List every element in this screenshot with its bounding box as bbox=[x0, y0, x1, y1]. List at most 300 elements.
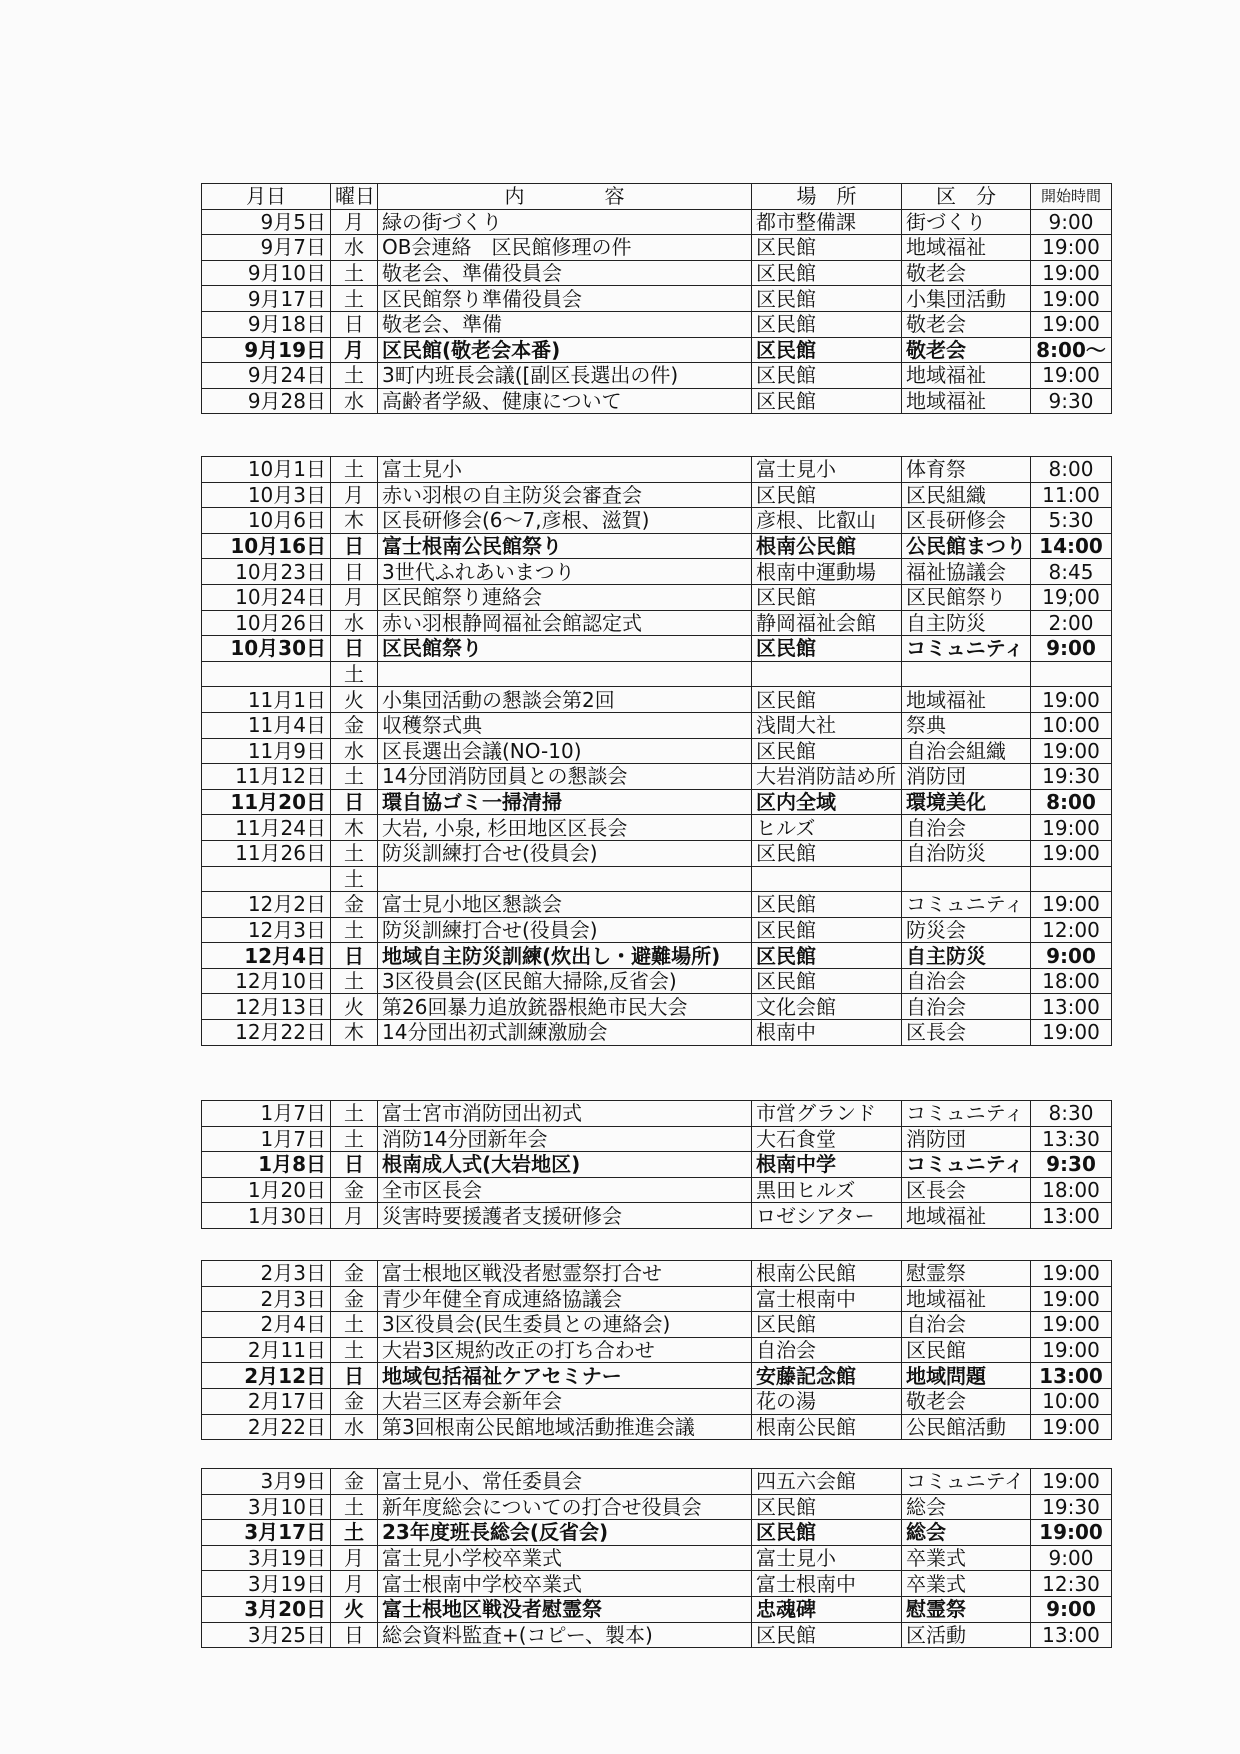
cell-category: 消防団 bbox=[902, 1126, 1031, 1152]
cell-time: 19:00 bbox=[1031, 1020, 1112, 1046]
cell-date bbox=[202, 866, 331, 892]
cell-place: 区民館 bbox=[752, 917, 902, 943]
cell-category: コミュニテイ bbox=[902, 1469, 1031, 1495]
table-row bbox=[202, 917, 1112, 943]
header-date: 月日 bbox=[202, 184, 331, 210]
cell-category: 敬老会 bbox=[902, 311, 1031, 337]
cell-day: 土 bbox=[331, 840, 378, 866]
header-place: 場 所 bbox=[752, 184, 902, 210]
table-row bbox=[202, 1126, 1112, 1152]
table-row bbox=[202, 1152, 1112, 1178]
cell-category: 福祉協議会 bbox=[902, 559, 1031, 585]
cell-content: 3区役員会(区民館大掃除,反省会) bbox=[378, 968, 752, 994]
cell-content: 14分団出初式訓練激励会 bbox=[378, 1020, 752, 1046]
cell-day: 土 bbox=[331, 363, 378, 389]
cell-day: 日 bbox=[331, 1363, 378, 1389]
header-day: 曜日 bbox=[331, 184, 378, 210]
table-row bbox=[202, 1203, 1112, 1229]
cell-content: 区民館祭り連絡会 bbox=[378, 584, 752, 610]
cell-date: 2月3日 bbox=[202, 1261, 331, 1287]
cell-category: 地域問題 bbox=[902, 1363, 1031, 1389]
cell-category: 地域福祉 bbox=[902, 1286, 1031, 1312]
cell-category: 公民館まつり bbox=[902, 533, 1031, 559]
cell-category: 慰霊祭 bbox=[902, 1261, 1031, 1287]
cell-date: 10月26日 bbox=[202, 610, 331, 636]
schedule-table-block-4 bbox=[201, 1260, 1112, 1440]
cell-category: 自治会 bbox=[902, 968, 1031, 994]
table-row bbox=[202, 1596, 1112, 1622]
table-row bbox=[202, 636, 1112, 662]
cell-category bbox=[902, 866, 1031, 892]
cell-date: 1月7日 bbox=[202, 1126, 331, 1152]
cell-category: 卒業式 bbox=[902, 1571, 1031, 1597]
schedule-table-block-3 bbox=[201, 1100, 1112, 1229]
cell-day: 土 bbox=[331, 260, 378, 286]
cell-content: 区長選出会議(NO-10) bbox=[378, 738, 752, 764]
cell-category: コミュニティ bbox=[902, 892, 1031, 918]
cell-date: 1月30日 bbox=[202, 1203, 331, 1229]
cell-place: 市営グランド bbox=[752, 1101, 902, 1127]
cell-category: 地域福祉 bbox=[902, 235, 1031, 261]
cell-time: 19:00 bbox=[1031, 260, 1112, 286]
table-row bbox=[202, 286, 1112, 312]
cell-place: 区民館 bbox=[752, 738, 902, 764]
table-row bbox=[202, 1286, 1112, 1312]
cell-date: 2月22日 bbox=[202, 1414, 331, 1440]
cell-content: 富士根南公民館祭り bbox=[378, 533, 752, 559]
cell-category: 区民館 bbox=[902, 1337, 1031, 1363]
cell-content: 全市区長会 bbox=[378, 1177, 752, 1203]
cell-day: 日 bbox=[331, 943, 378, 969]
cell-content: OB会連絡 区民館修理の件 bbox=[378, 235, 752, 261]
cell-content: 3世代ふれあいまつり bbox=[378, 559, 752, 585]
cell-time: 8:00 bbox=[1031, 457, 1112, 483]
cell-category: 防災会 bbox=[902, 917, 1031, 943]
cell-time: 19:30 bbox=[1031, 1494, 1112, 1520]
cell-day: 火 bbox=[331, 1596, 378, 1622]
cell-time: 10:00 bbox=[1031, 712, 1112, 738]
cell-content: 大岩, 小泉, 杉田地区区長会 bbox=[378, 815, 752, 841]
cell-place: 区民館 bbox=[752, 235, 902, 261]
cell-place: ロゼシアター bbox=[752, 1203, 902, 1229]
cell-place: 根南公民館 bbox=[752, 533, 902, 559]
cell-time: 13:00 bbox=[1031, 994, 1112, 1020]
cell-time bbox=[1031, 866, 1112, 892]
cell-day: 水 bbox=[331, 1414, 378, 1440]
table-row bbox=[202, 363, 1112, 389]
cell-time: 11:00 bbox=[1031, 482, 1112, 508]
cell-day: 土 bbox=[331, 1337, 378, 1363]
cell-category bbox=[902, 661, 1031, 687]
cell-time: 19:00 bbox=[1031, 1337, 1112, 1363]
table-row bbox=[202, 1545, 1112, 1571]
cell-category: 区長会 bbox=[902, 1020, 1031, 1046]
table-row bbox=[202, 1494, 1112, 1520]
cell-day: 木 bbox=[331, 508, 378, 534]
cell-date: 12月3日 bbox=[202, 917, 331, 943]
cell-date: 9月5日 bbox=[202, 209, 331, 235]
cell-day: 土 bbox=[331, 866, 378, 892]
cell-place bbox=[752, 866, 902, 892]
cell-time: 8:45 bbox=[1031, 559, 1112, 585]
cell-date: 1月8日 bbox=[202, 1152, 331, 1178]
cell-category: 公民館活動 bbox=[902, 1414, 1031, 1440]
cell-content: 区民館(敬老会本番) bbox=[378, 337, 752, 363]
cell-category: 卒業式 bbox=[902, 1545, 1031, 1571]
cell-category: 区活動 bbox=[902, 1622, 1031, 1648]
cell-time: 19;00 bbox=[1031, 584, 1112, 610]
cell-content: 区民館祭り準備役員会 bbox=[378, 286, 752, 312]
cell-content: 赤い羽根静岡福祉会館認定式 bbox=[378, 610, 752, 636]
table-row bbox=[202, 687, 1112, 713]
table-row bbox=[202, 235, 1112, 261]
cell-place: 根南中運動場 bbox=[752, 559, 902, 585]
cell-date: 11月20日 bbox=[202, 789, 331, 815]
cell-place: 富士根南中 bbox=[752, 1571, 902, 1597]
cell-time: 19:00 bbox=[1031, 840, 1112, 866]
cell-content: 地域自主防災訓練(炊出し・避難場所) bbox=[378, 943, 752, 969]
cell-place: 静岡福祉会館 bbox=[752, 610, 902, 636]
cell-place: 区民館 bbox=[752, 1494, 902, 1520]
table-row bbox=[202, 738, 1112, 764]
cell-content: 富士根地区戦没者慰霊祭 bbox=[378, 1596, 752, 1622]
cell-date: 9月28日 bbox=[202, 388, 331, 414]
cell-content: 区民館祭り bbox=[378, 636, 752, 662]
cell-day: 水 bbox=[331, 610, 378, 636]
cell-time: 19:00 bbox=[1031, 1286, 1112, 1312]
cell-category: コミュニティ bbox=[902, 1101, 1031, 1127]
cell-time: 19:00 bbox=[1031, 1312, 1112, 1338]
cell-date bbox=[202, 661, 331, 687]
cell-content: 敬老会、準備 bbox=[378, 311, 752, 337]
cell-day: 月 bbox=[331, 1203, 378, 1229]
cell-date: 11月9日 bbox=[202, 738, 331, 764]
cell-content: 緑の街づくり bbox=[378, 209, 752, 235]
cell-day: 土 bbox=[331, 1126, 378, 1152]
cell-day: 木 bbox=[331, 1020, 378, 1046]
cell-time: 19:00 bbox=[1031, 815, 1112, 841]
cell-day: 金 bbox=[331, 1469, 378, 1495]
cell-place: 区民館 bbox=[752, 943, 902, 969]
cell-date: 3月19日 bbox=[202, 1571, 331, 1597]
cell-time: 13:30 bbox=[1031, 1126, 1112, 1152]
cell-day: 土 bbox=[331, 1101, 378, 1127]
cell-date: 9月10日 bbox=[202, 260, 331, 286]
cell-place: 浅間大社 bbox=[752, 712, 902, 738]
cell-time: 18:00 bbox=[1031, 968, 1112, 994]
cell-content: 富士見小、常任委員会 bbox=[378, 1469, 752, 1495]
cell-time: 13:00 bbox=[1031, 1363, 1112, 1389]
cell-day: 金 bbox=[331, 1177, 378, 1203]
cell-place: 区民館 bbox=[752, 968, 902, 994]
cell-date: 11月12日 bbox=[202, 764, 331, 790]
cell-content: 高齢者学級、健康について bbox=[378, 388, 752, 414]
cell-time: 13:00 bbox=[1031, 1622, 1112, 1648]
cell-content bbox=[378, 866, 752, 892]
schedule-table-block-1 bbox=[201, 183, 1112, 414]
cell-date: 3月25日 bbox=[202, 1622, 331, 1648]
cell-category: 敬老会 bbox=[902, 1388, 1031, 1414]
cell-day: 金 bbox=[331, 892, 378, 918]
cell-day: 火 bbox=[331, 994, 378, 1020]
cell-time: 19:00 bbox=[1031, 286, 1112, 312]
cell-date: 12月2日 bbox=[202, 892, 331, 918]
cell-time: 9:00 bbox=[1031, 943, 1112, 969]
cell-place: 区民館 bbox=[752, 1520, 902, 1546]
cell-date: 9月24日 bbox=[202, 363, 331, 389]
cell-place: 区民館 bbox=[752, 584, 902, 610]
cell-place: 区内全域 bbox=[752, 789, 902, 815]
cell-day: 日 bbox=[331, 636, 378, 662]
cell-time: 13:00 bbox=[1031, 1203, 1112, 1229]
cell-category: 総会 bbox=[902, 1494, 1031, 1520]
cell-day: 日 bbox=[331, 533, 378, 559]
cell-category: 総会 bbox=[902, 1520, 1031, 1546]
cell-day: 日 bbox=[331, 311, 378, 337]
cell-day: 月 bbox=[331, 337, 378, 363]
cell-place: 富士根南中 bbox=[752, 1286, 902, 1312]
table-row bbox=[202, 457, 1112, 483]
table-row bbox=[202, 764, 1112, 790]
cell-category: 区長会 bbox=[902, 1177, 1031, 1203]
cell-date: 2月17日 bbox=[202, 1388, 331, 1414]
cell-date: 10月30日 bbox=[202, 636, 331, 662]
table-row bbox=[202, 1337, 1112, 1363]
cell-time: 19:00 bbox=[1031, 1414, 1112, 1440]
cell-day: 月 bbox=[331, 482, 378, 508]
cell-content: 環自協ゴミ一掃清掃 bbox=[378, 789, 752, 815]
cell-place: 区民館 bbox=[752, 260, 902, 286]
cell-date: 10月6日 bbox=[202, 508, 331, 534]
cell-place: 区民館 bbox=[752, 363, 902, 389]
cell-content: 防災訓練打合せ(役員会) bbox=[378, 840, 752, 866]
cell-category: コミュニティ bbox=[902, 1152, 1031, 1178]
cell-content: 消防14分団新年会 bbox=[378, 1126, 752, 1152]
cell-date: 3月17日 bbox=[202, 1520, 331, 1546]
cell-day: 土 bbox=[331, 764, 378, 790]
cell-category: 敬老会 bbox=[902, 337, 1031, 363]
cell-day: 土 bbox=[331, 286, 378, 312]
cell-content: 総会資料監査+(コピー、製本) bbox=[378, 1622, 752, 1648]
cell-content bbox=[378, 661, 752, 687]
cell-category: 体育祭 bbox=[902, 457, 1031, 483]
cell-time: 9:00 bbox=[1031, 209, 1112, 235]
cell-date: 11月24日 bbox=[202, 815, 331, 841]
cell-category: 自治防災 bbox=[902, 840, 1031, 866]
cell-day: 月 bbox=[331, 584, 378, 610]
cell-date: 10月16日 bbox=[202, 533, 331, 559]
table-row bbox=[202, 311, 1112, 337]
cell-date: 2月12日 bbox=[202, 1363, 331, 1389]
cell-date: 1月20日 bbox=[202, 1177, 331, 1203]
cell-date: 9月7日 bbox=[202, 235, 331, 261]
cell-time: 12:30 bbox=[1031, 1571, 1112, 1597]
cell-day: 木 bbox=[331, 815, 378, 841]
cell-category: 消防団 bbox=[902, 764, 1031, 790]
cell-date: 2月3日 bbox=[202, 1286, 331, 1312]
cell-date: 11月1日 bbox=[202, 687, 331, 713]
table-row bbox=[202, 1020, 1112, 1046]
cell-place: 根南公民館 bbox=[752, 1261, 902, 1287]
header-content: 内 容 bbox=[378, 184, 752, 210]
cell-date: 12月4日 bbox=[202, 943, 331, 969]
cell-category: 地域福祉 bbox=[902, 687, 1031, 713]
cell-time: 10:00 bbox=[1031, 1388, 1112, 1414]
cell-date: 2月11日 bbox=[202, 1337, 331, 1363]
cell-content: 第26回暴力追放銃器根絶市民大会 bbox=[378, 994, 752, 1020]
cell-content: 災害時要援護者支援研修会 bbox=[378, 1203, 752, 1229]
cell-category: 祭典 bbox=[902, 712, 1031, 738]
cell-day: 火 bbox=[331, 687, 378, 713]
cell-category: 自治会 bbox=[902, 815, 1031, 841]
cell-place: 黒田ヒルズ bbox=[752, 1177, 902, 1203]
table-row bbox=[202, 610, 1112, 636]
cell-category: コミュニティ bbox=[902, 636, 1031, 662]
table-row bbox=[202, 1388, 1112, 1414]
cell-day: 土 bbox=[331, 1494, 378, 1520]
cell-content: 区長研修会(6～7,彦根、滋賀) bbox=[378, 508, 752, 534]
table-row bbox=[202, 1312, 1112, 1338]
table-row bbox=[202, 482, 1112, 508]
cell-time: 19:00 bbox=[1031, 1469, 1112, 1495]
cell-day: 日 bbox=[331, 1622, 378, 1648]
table-row bbox=[202, 1261, 1112, 1287]
cell-date: 10月23日 bbox=[202, 559, 331, 585]
table-row bbox=[202, 533, 1112, 559]
cell-day: 土 bbox=[331, 661, 378, 687]
cell-day: 月 bbox=[331, 1545, 378, 1571]
cell-place: 大岩消防詰め所 bbox=[752, 764, 902, 790]
cell-date: 10月3日 bbox=[202, 482, 331, 508]
cell-date: 3月9日 bbox=[202, 1469, 331, 1495]
cell-place: 区民館 bbox=[752, 687, 902, 713]
cell-content: 大岩3区規約改正の打ち合わせ bbox=[378, 1337, 752, 1363]
table-row bbox=[202, 337, 1112, 363]
cell-time: 19:30 bbox=[1031, 764, 1112, 790]
table-row bbox=[202, 840, 1112, 866]
cell-date: 3月20日 bbox=[202, 1596, 331, 1622]
cell-date: 10月24日 bbox=[202, 584, 331, 610]
cell-place: 大石食堂 bbox=[752, 1126, 902, 1152]
cell-place: 文化会館 bbox=[752, 994, 902, 1020]
cell-category: 自主防災 bbox=[902, 943, 1031, 969]
cell-time: 19:00 bbox=[1031, 363, 1112, 389]
cell-day: 土 bbox=[331, 917, 378, 943]
cell-date: 11月4日 bbox=[202, 712, 331, 738]
cell-content: 富士見小地区懇談会 bbox=[378, 892, 752, 918]
cell-date: 12月10日 bbox=[202, 968, 331, 994]
cell-time: 12:00 bbox=[1031, 917, 1112, 943]
cell-time: 19:00 bbox=[1031, 1261, 1112, 1287]
cell-content: 地域包括福祉ケアセミナー bbox=[378, 1363, 752, 1389]
cell-place: 根南公民館 bbox=[752, 1414, 902, 1440]
cell-day: 土 bbox=[331, 457, 378, 483]
cell-content: 富士見小学校卒業式 bbox=[378, 1545, 752, 1571]
cell-place: 区民館 bbox=[752, 311, 902, 337]
cell-day: 土 bbox=[331, 1520, 378, 1546]
schedule-table-block-2 bbox=[201, 456, 1112, 1046]
cell-place: 四五六会館 bbox=[752, 1469, 902, 1495]
schedule-table-block-5 bbox=[201, 1468, 1112, 1648]
cell-content: 14分団消防団員との懇談会 bbox=[378, 764, 752, 790]
table-row bbox=[202, 559, 1112, 585]
cell-day: 金 bbox=[331, 1388, 378, 1414]
header-time: 開始時間 bbox=[1031, 184, 1112, 210]
table-row bbox=[202, 1469, 1112, 1495]
cell-time: 9:00 bbox=[1031, 1596, 1112, 1622]
cell-day: 水 bbox=[331, 388, 378, 414]
table-row bbox=[202, 943, 1112, 969]
cell-category: 小集団活動 bbox=[902, 286, 1031, 312]
cell-place: ヒルズ bbox=[752, 815, 902, 841]
cell-place: 自治会 bbox=[752, 1337, 902, 1363]
table-row bbox=[202, 1520, 1112, 1546]
table-row bbox=[202, 1363, 1112, 1389]
cell-category: 自治会組織 bbox=[902, 738, 1031, 764]
table-row bbox=[202, 1622, 1112, 1648]
cell-place: 区民館 bbox=[752, 892, 902, 918]
cell-place: 区民館 bbox=[752, 1622, 902, 1648]
header-row bbox=[202, 184, 1112, 210]
cell-place: 根南中 bbox=[752, 1020, 902, 1046]
cell-date: 1月7日 bbox=[202, 1101, 331, 1127]
cell-day: 金 bbox=[331, 1286, 378, 1312]
cell-time: 8:00～ bbox=[1031, 337, 1112, 363]
table-row bbox=[202, 1571, 1112, 1597]
table-row bbox=[202, 388, 1112, 414]
table-row bbox=[202, 260, 1112, 286]
table-row bbox=[202, 866, 1112, 892]
cell-place: 区民館 bbox=[752, 286, 902, 312]
table-row bbox=[202, 815, 1112, 841]
cell-category: 慰霊祭 bbox=[902, 1596, 1031, 1622]
table-row bbox=[202, 968, 1112, 994]
cell-day: 水 bbox=[331, 235, 378, 261]
cell-day: 日 bbox=[331, 1152, 378, 1178]
cell-time: 14:00 bbox=[1031, 533, 1112, 559]
cell-category: 環境美化 bbox=[902, 789, 1031, 815]
cell-date: 10月1日 bbox=[202, 457, 331, 483]
cell-content: 第3回根南公民館地域活動推進会議 bbox=[378, 1414, 752, 1440]
table-row bbox=[202, 892, 1112, 918]
cell-time bbox=[1031, 661, 1112, 687]
table-row bbox=[202, 1101, 1112, 1127]
cell-time: 8:00 bbox=[1031, 789, 1112, 815]
cell-day: 月 bbox=[331, 1571, 378, 1597]
cell-category: 地域福祉 bbox=[902, 1203, 1031, 1229]
cell-place: 根南中学 bbox=[752, 1152, 902, 1178]
cell-content: 富士見小 bbox=[378, 457, 752, 483]
cell-day: 金 bbox=[331, 1261, 378, 1287]
cell-time: 9:00 bbox=[1031, 1545, 1112, 1571]
cell-content: 赤い羽根の自主防災会審査会 bbox=[378, 482, 752, 508]
cell-content: 富士宮市消防団出初式 bbox=[378, 1101, 752, 1127]
cell-content: 根南成人式(大岩地区) bbox=[378, 1152, 752, 1178]
cell-date: 11月26日 bbox=[202, 840, 331, 866]
cell-place: 忠魂碑 bbox=[752, 1596, 902, 1622]
table-row bbox=[202, 1177, 1112, 1203]
cell-time: 19:00 bbox=[1031, 687, 1112, 713]
table-row bbox=[202, 994, 1112, 1020]
cell-day: 水 bbox=[331, 738, 378, 764]
cell-content: 青少年健全育成連絡協議会 bbox=[378, 1286, 752, 1312]
cell-place: 区民館 bbox=[752, 1312, 902, 1338]
cell-category: 地域福祉 bbox=[902, 363, 1031, 389]
cell-time: 19:00 bbox=[1031, 235, 1112, 261]
table-row bbox=[202, 508, 1112, 534]
cell-date: 9月18日 bbox=[202, 311, 331, 337]
cell-time: 19:00 bbox=[1031, 892, 1112, 918]
